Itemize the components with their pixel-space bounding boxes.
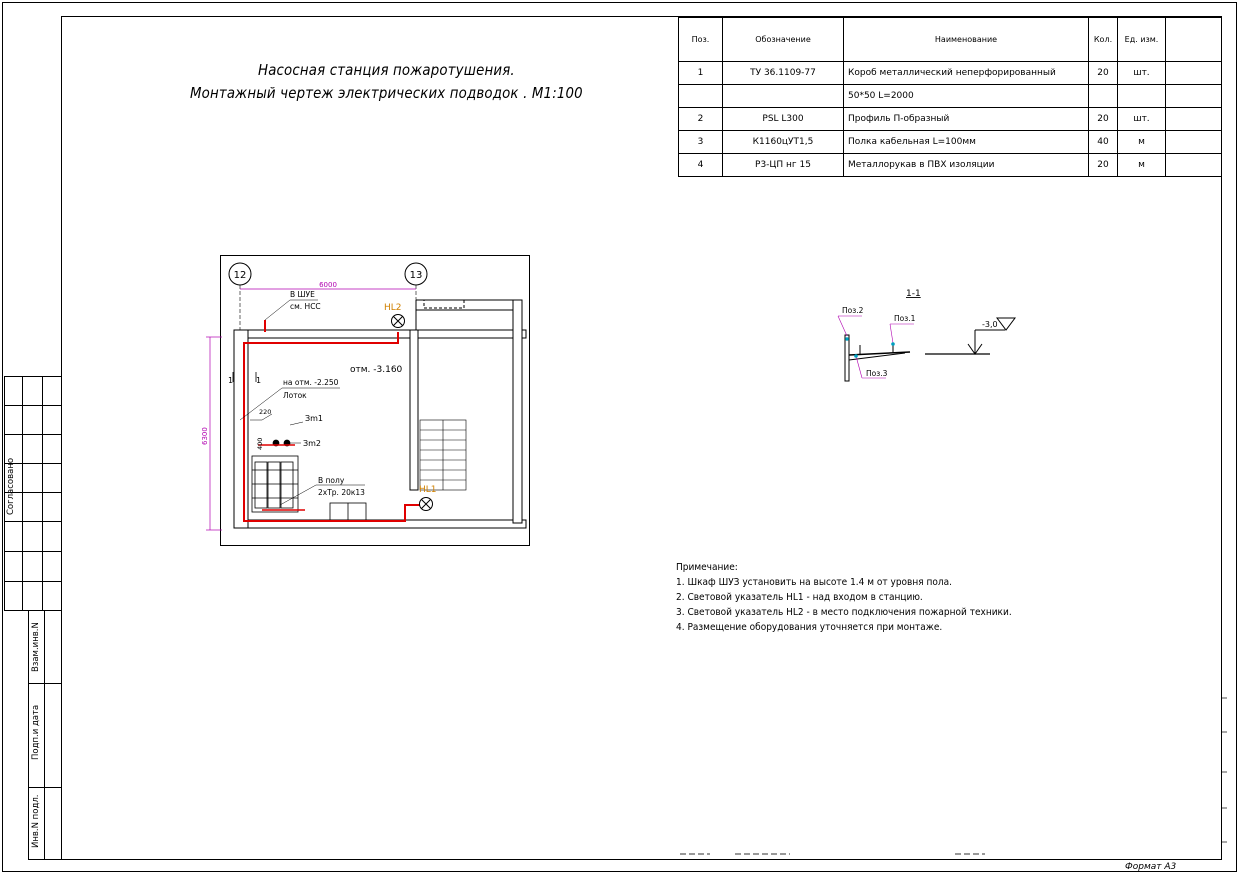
- spec-cell: [1166, 85, 1222, 108]
- spec-cell: [1118, 85, 1166, 108]
- format-label: Формат А3: [1125, 862, 1177, 872]
- spec-cell: [1166, 62, 1222, 85]
- specification-table: [678, 17, 1222, 177]
- section-poz1-label: Поз.1: [894, 314, 916, 323]
- spec-cell: шт.: [1118, 108, 1166, 131]
- title-line-1: Насосная станция пожаротушения.: [258, 61, 515, 79]
- notes-block: [676, 560, 1012, 635]
- label-floor-2: 2хТр. 20к13: [318, 488, 365, 497]
- note-item: 2. Световой указатель HL1 - над входом в станцию.: [676, 592, 923, 603]
- spec-cell: м: [1118, 131, 1166, 154]
- spec-cell: 40: [1089, 131, 1118, 154]
- spec-header-name: Наименование: [844, 18, 1089, 62]
- table-row: [679, 131, 1222, 154]
- wall-profile: [845, 335, 849, 381]
- dim-width-label: 6000: [319, 281, 337, 289]
- sidebar-sign-date-label: Подп.и дата: [31, 704, 41, 760]
- spec-cell: 3: [679, 131, 723, 154]
- sidebar-agreed-label: Согласовано: [6, 457, 16, 515]
- spec-cell: 2: [679, 108, 723, 131]
- spec-cell: Р3-ЦП нг 15: [723, 154, 844, 177]
- section-title: 1-1: [906, 289, 921, 299]
- spec-cell: [679, 85, 723, 108]
- spec-header-pos: Поз.: [679, 18, 723, 62]
- spec-header-unit: Ед. изм.: [1118, 18, 1166, 62]
- section-1-1-drawing: [830, 280, 1030, 390]
- label-motor-2: Зm2: [303, 439, 322, 448]
- spec-cell: 20: [1089, 108, 1118, 131]
- section-mark-left: 1: [228, 376, 234, 385]
- spec-cell: [723, 85, 844, 108]
- sidebar-inv-orig-label: Инв.N подл.: [31, 794, 41, 848]
- spec-cell: 50*50 L=2000: [844, 85, 1089, 108]
- title-block-bottom: [670, 848, 990, 860]
- spec-cell: шт.: [1118, 62, 1166, 85]
- spec-header-qty: Кол.: [1089, 18, 1118, 62]
- section-poz3-label: Поз.3: [866, 369, 888, 378]
- spec-cell: 20: [1089, 154, 1118, 177]
- title-line-2: Монтажный чертеж электрических подводок . М1:100: [190, 84, 583, 102]
- table-row: [679, 62, 1222, 85]
- label-motor-1: Зm1: [305, 414, 324, 423]
- spec-cell: Короб металлический неперфорированный: [844, 62, 1089, 85]
- spec-cell: Металлорукав в ПВХ изоляции: [844, 154, 1089, 177]
- spec-cell: [1089, 85, 1118, 108]
- spec-cell: 20: [1089, 62, 1118, 85]
- spec-cell: PSL L300: [723, 108, 844, 131]
- spec-header-designation: Обозначение: [723, 18, 844, 62]
- label-tray: Лоток: [283, 391, 307, 400]
- spec-cell: К1160цУТ1,5: [723, 131, 844, 154]
- label-floor-1: В полу: [318, 476, 345, 485]
- floor-plan-drawing: [200, 250, 540, 555]
- dim-height-label: 6300: [201, 427, 209, 445]
- spec-cell: 4: [679, 154, 723, 177]
- spec-header-row: [679, 18, 1222, 62]
- section-mark-right: 1: [256, 376, 262, 385]
- note-item: 4. Размещение оборудования уточняется при монтаже.: [676, 622, 943, 633]
- label-shue-ref: см. НСС: [290, 302, 321, 311]
- lamp-hl2-label: HL2: [384, 303, 402, 313]
- sidebar-replace-label: Взам.инв.N: [31, 622, 41, 672]
- note-item: 1. Шкаф ШУЗ установить на высоте 1.4 м от уровня пола.: [676, 577, 953, 588]
- section-level-label: -3,0: [982, 320, 998, 329]
- spec-cell: 1: [679, 62, 723, 85]
- spec-cell: [1166, 154, 1222, 177]
- spec-cell: [1166, 131, 1222, 154]
- spec-cell: м: [1118, 154, 1166, 177]
- note-item: 3. Световой указатель HL2 - в место подключения пожарной техники.: [676, 607, 1012, 618]
- label-dim-220: 220: [259, 408, 272, 416]
- pump-equipment: [252, 437, 366, 521]
- title-block-edge: [1215, 690, 1227, 865]
- spec-cell: ТУ 36.1109-77: [723, 62, 844, 85]
- label-dim-400: 400: [256, 437, 264, 450]
- label-elev-room: отм. -3.160: [350, 365, 403, 375]
- label-elev-tray: на отм. -2.250: [283, 378, 339, 387]
- table-row: [679, 154, 1222, 177]
- table-row: [679, 108, 1222, 131]
- label-shue: В ШУЕ: [290, 290, 315, 299]
- table-row: [679, 85, 1222, 108]
- staircase: [420, 420, 466, 490]
- axis-label-13: 13: [409, 270, 423, 281]
- spec-cell: Профиль П-образный: [844, 108, 1089, 131]
- spec-header-extra: [1166, 18, 1222, 62]
- lamp-hl1-label: HL1: [419, 485, 437, 495]
- section-poz2-label: Поз.2: [842, 306, 864, 315]
- spec-cell: Полка кабельная L=100мм: [844, 131, 1089, 154]
- axis-label-12: 12: [233, 270, 247, 281]
- spec-cell: [1166, 108, 1222, 131]
- notes-heading: Примечание:: [676, 562, 738, 573]
